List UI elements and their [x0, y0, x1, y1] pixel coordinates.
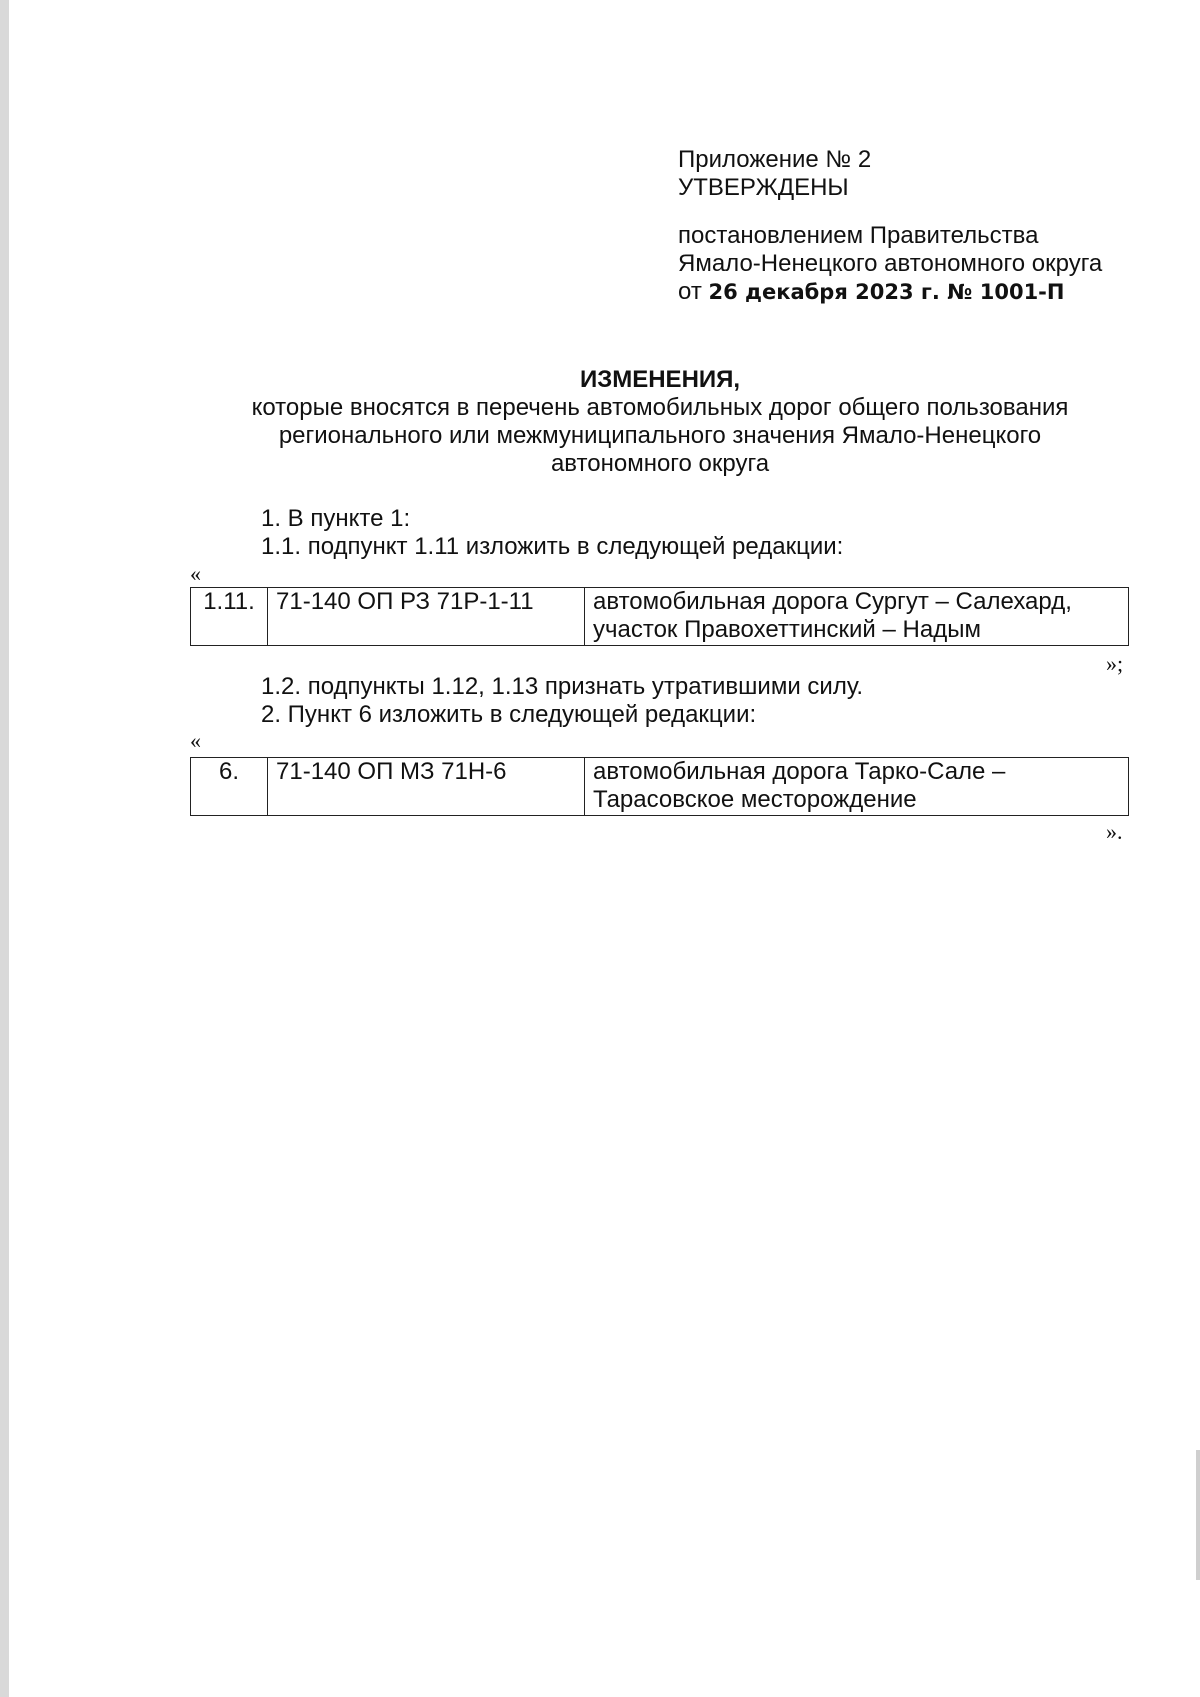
document-title-block: [190, 366, 1130, 478]
date-prefix: от: [678, 278, 702, 305]
document-subtitle-line-2: регионального или межмуниципального значения Ямало-Ненецкого: [278, 422, 1042, 449]
road-name-line-1: автомобильная дорога Тарко-Сале –: [593, 758, 1006, 785]
road-name: [585, 758, 1129, 816]
open-quote-1: «: [190, 561, 201, 586]
close-quote-1: »;: [1106, 651, 1124, 676]
approval-date-line: [678, 278, 1102, 306]
approval-date: 26 декабря 2023 г. № 1001-П: [708, 280, 1065, 304]
document-subtitle-line-3: автономного округа: [550, 450, 770, 477]
road-name: [585, 588, 1129, 646]
approved-by-region: Ямало-Ненецкого автономного округа: [678, 250, 1103, 277]
table-row: [191, 758, 1129, 816]
approval-block: [678, 146, 1102, 306]
table-row: [191, 588, 1129, 646]
amendment-table-1: [190, 587, 1129, 646]
item-1-1: 1.1. подпункт 1.11 изложить в следующей редакции:: [261, 533, 844, 560]
appendix-number: Приложение № 2: [678, 146, 872, 173]
row-number: 1.11.: [191, 588, 268, 646]
road-name-line-2: участок Правохеттинский – Надым: [593, 616, 981, 643]
road-name-line-2: Тарасовское месторождение: [593, 786, 917, 813]
open-quote-2: «: [190, 728, 201, 753]
road-id: 71-140 ОП МЗ 71Н-6: [268, 758, 585, 816]
road-id: 71-140 ОП РЗ 71Р-1-11: [268, 588, 585, 646]
amendment-table-2: [190, 757, 1129, 816]
scan-edge-left: [0, 0, 9, 1697]
approved-by-line: постановлением Правительства: [678, 222, 1039, 249]
road-name-line-1: автомобильная дорога Сургут – Салехард,: [593, 588, 1072, 615]
item-2: 2. Пункт 6 изложить в следующей редакции:: [261, 701, 757, 728]
approved-label: УТВЕРЖДЕНЫ: [678, 174, 849, 201]
document-subtitle-line-1: которые вносятся в перечень автомобильных дорог общего пользования: [251, 394, 1069, 421]
document-heading: ИЗМЕНЕНИЯ,: [579, 366, 741, 393]
item-1: 1. В пункте 1:: [261, 505, 411, 532]
scan-edge-right: [1196, 1450, 1200, 1580]
item-1-2: 1.2. подпункты 1.12, 1.13 признать утратившими силу.: [261, 673, 864, 700]
close-quote-2: ».: [1106, 819, 1123, 844]
row-number: 6.: [191, 758, 268, 816]
